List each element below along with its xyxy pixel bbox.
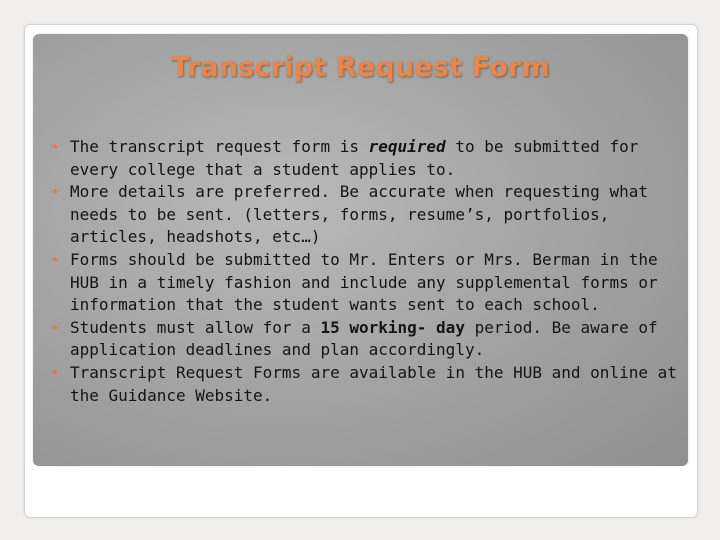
bullet-item-required [48,136,678,181]
leaf-bullet-icon: ❧ [50,320,60,334]
bullet-emphasis-required: required [368,137,446,156]
leaf-bullet-icon: ❧ [50,252,60,266]
leaf-bullet-icon: ❧ [50,140,60,153]
leaf-bullet-icon: ❧ [50,185,60,199]
bullet-text-after: to be submitted for every college that a student applies to. [70,137,639,179]
bullet-item-submission [48,249,678,317]
bullet-item-details [48,181,678,249]
bullet-item-availability [48,362,678,407]
bullet-text: Transcript Request Forms are available in the HUB and online at the Guidance Website. [70,362,677,405]
slide-title: Transcript Request Form [171,52,550,83]
leaf-bullet-icon: ❧ [50,365,60,379]
bullet-item-working-days [48,317,678,362]
bullet-text-before: Students must allow for a [70,317,321,337]
bullet-text: Forms should be submitted to Mr. Enters or Mrs. Berman in the HUB in a timely fashion and include any supplemental forms or information that the student wants sent to each school. [70,249,658,315]
bullet-text-before: The transcript request form is [70,137,369,156]
bullet-emphasis-working-days: 15 working- day [320,317,465,337]
bullet-text: More details are preferred. Be accurate when requesting what needs to be sent. (letters, forms, resume’s, portfolios, articles, headshots, etc…) [70,182,648,247]
bullet-text-after: period. Be aware of application deadlines and plan accordingly. [70,317,658,360]
bullet-list [48,136,678,407]
